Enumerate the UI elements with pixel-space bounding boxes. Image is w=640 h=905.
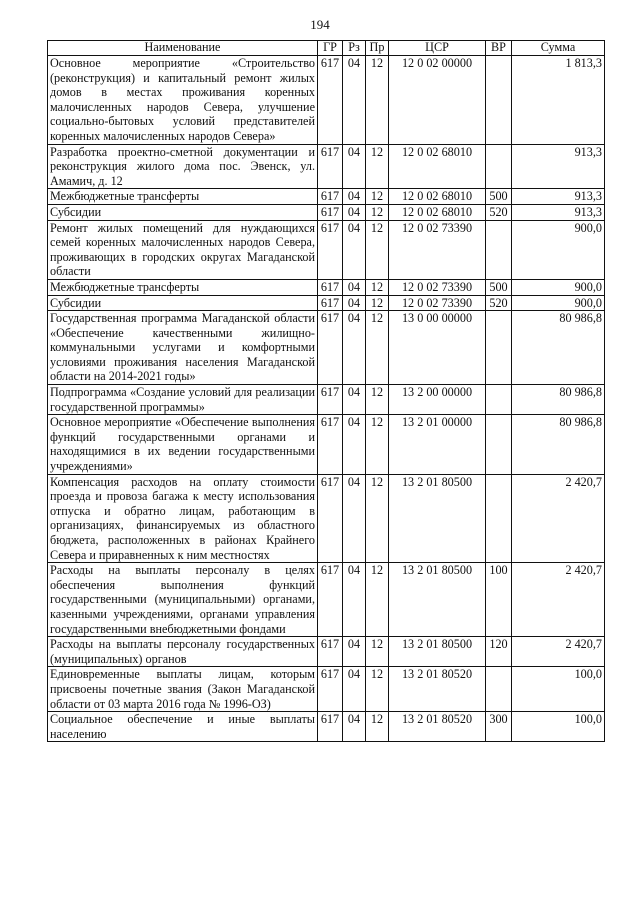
cell-sum: 2 420,7 bbox=[512, 474, 605, 563]
cell-vr: 500 bbox=[486, 189, 512, 205]
cell-pr: 12 bbox=[366, 144, 389, 189]
cell-pr: 12 bbox=[366, 220, 389, 279]
cell-gr: 617 bbox=[318, 474, 343, 563]
cell-sum: 80 986,8 bbox=[512, 385, 605, 415]
cell-pr: 12 bbox=[366, 563, 389, 637]
cell-csr: 13 2 01 80500 bbox=[389, 474, 486, 563]
cell-pr: 12 bbox=[366, 637, 389, 667]
cell-name: Государственная программа Магаданской области «Обеспечение качественными жилищно-коммунальными услугами и комфортными условиями проживания населения Магаданской области на 2014-2021 годы» bbox=[48, 311, 318, 385]
cell-pr: 12 bbox=[366, 204, 389, 220]
cell-sum: 900,0 bbox=[512, 295, 605, 311]
cell-vr: 500 bbox=[486, 279, 512, 295]
table-header-row bbox=[48, 41, 605, 56]
cell-vr bbox=[486, 311, 512, 385]
cell-vr bbox=[486, 385, 512, 415]
cell-csr: 12 0 02 68010 bbox=[389, 189, 486, 205]
cell-rz: 04 bbox=[343, 385, 366, 415]
cell-rz: 04 bbox=[343, 637, 366, 667]
cell-vr: 100 bbox=[486, 563, 512, 637]
cell-gr: 617 bbox=[318, 563, 343, 637]
cell-sum: 2 420,7 bbox=[512, 637, 605, 667]
cell-csr: 12 0 02 73390 bbox=[389, 220, 486, 279]
cell-name: Разработка проектно-сметной документации и реконструкция жилого дома пос. Эвенск, ул. Амамич, д. 12 bbox=[48, 144, 318, 189]
cell-sum: 913,3 bbox=[512, 189, 605, 205]
header-sum: Сумма bbox=[512, 41, 605, 56]
cell-rz: 04 bbox=[343, 311, 366, 385]
cell-vr: 120 bbox=[486, 637, 512, 667]
cell-rz: 04 bbox=[343, 415, 366, 474]
cell-gr: 617 bbox=[318, 220, 343, 279]
table-row bbox=[48, 144, 605, 189]
cell-name: Субсидии bbox=[48, 295, 318, 311]
header-name: Наименование bbox=[48, 41, 318, 56]
cell-csr: 12 0 02 68010 bbox=[389, 144, 486, 189]
table-row bbox=[48, 279, 605, 295]
cell-name: Основное мероприятие «Строительство (реконструкция) и капитальный ремонт жилых домов в местах проживания коренных малочисленных народов Севера, улучшение социально-бытовых условий представителей коренных малочисленных народов Севера» bbox=[48, 56, 318, 145]
cell-csr: 13 2 01 80520 bbox=[389, 667, 486, 712]
cell-sum: 900,0 bbox=[512, 220, 605, 279]
header-csr: ЦСР bbox=[389, 41, 486, 56]
cell-vr bbox=[486, 220, 512, 279]
cell-csr: 12 0 02 00000 bbox=[389, 56, 486, 145]
cell-gr: 617 bbox=[318, 311, 343, 385]
cell-csr: 13 0 00 00000 bbox=[389, 311, 486, 385]
cell-name: Ремонт жилых помещений для нуждающихся семей коренных малочисленных народов Севера, проживающих в городских округах Магаданской области bbox=[48, 220, 318, 279]
cell-vr bbox=[486, 144, 512, 189]
cell-csr: 13 2 01 80500 bbox=[389, 637, 486, 667]
table-row bbox=[48, 415, 605, 474]
cell-gr: 617 bbox=[318, 712, 343, 742]
cell-name: Расходы на выплаты персоналу в целях обеспечения выполнения функций государственными (муниципальными) органами, казенными учреждениями, органами управления государственными внебюджетными фондами bbox=[48, 563, 318, 637]
cell-rz: 04 bbox=[343, 220, 366, 279]
cell-sum: 900,0 bbox=[512, 279, 605, 295]
cell-vr: 520 bbox=[486, 295, 512, 311]
cell-pr: 12 bbox=[366, 474, 389, 563]
cell-csr: 12 0 02 73390 bbox=[389, 295, 486, 311]
cell-pr: 12 bbox=[366, 311, 389, 385]
table-row bbox=[48, 311, 605, 385]
cell-sum: 80 986,8 bbox=[512, 311, 605, 385]
page-number: 194 bbox=[310, 17, 330, 32]
cell-pr: 12 bbox=[366, 385, 389, 415]
cell-name: Социальное обеспечение и иные выплаты населению bbox=[48, 712, 318, 742]
table-row bbox=[48, 474, 605, 563]
cell-pr: 12 bbox=[366, 667, 389, 712]
table-row bbox=[48, 295, 605, 311]
cell-sum: 913,3 bbox=[512, 144, 605, 189]
cell-pr: 12 bbox=[366, 279, 389, 295]
header-rz: Рз bbox=[343, 41, 366, 56]
cell-gr: 617 bbox=[318, 385, 343, 415]
cell-gr: 617 bbox=[318, 204, 343, 220]
cell-gr: 617 bbox=[318, 295, 343, 311]
budget-table bbox=[47, 40, 605, 742]
cell-pr: 12 bbox=[366, 295, 389, 311]
cell-sum: 100,0 bbox=[512, 712, 605, 742]
table-row bbox=[48, 56, 605, 145]
cell-name: Межбюджетные трансферты bbox=[48, 279, 318, 295]
header-pr: Пр bbox=[366, 41, 389, 56]
cell-csr: 13 2 01 80520 bbox=[389, 712, 486, 742]
cell-csr: 13 2 01 80500 bbox=[389, 563, 486, 637]
cell-gr: 617 bbox=[318, 56, 343, 145]
cell-csr: 12 0 02 73390 bbox=[389, 279, 486, 295]
cell-pr: 12 bbox=[366, 712, 389, 742]
cell-csr: 13 2 00 00000 bbox=[389, 385, 486, 415]
cell-vr bbox=[486, 667, 512, 712]
cell-rz: 04 bbox=[343, 712, 366, 742]
table-row bbox=[48, 220, 605, 279]
cell-gr: 617 bbox=[318, 279, 343, 295]
cell-csr: 12 0 02 68010 bbox=[389, 204, 486, 220]
cell-sum: 1 813,3 bbox=[512, 56, 605, 145]
cell-rz: 04 bbox=[343, 667, 366, 712]
cell-gr: 617 bbox=[318, 637, 343, 667]
table-row bbox=[48, 712, 605, 742]
table-row bbox=[48, 189, 605, 205]
cell-name: Субсидии bbox=[48, 204, 318, 220]
cell-gr: 617 bbox=[318, 189, 343, 205]
cell-rz: 04 bbox=[343, 144, 366, 189]
cell-rz: 04 bbox=[343, 563, 366, 637]
cell-name: Межбюджетные трансферты bbox=[48, 189, 318, 205]
cell-vr: 300 bbox=[486, 712, 512, 742]
cell-name: Единовременные выплаты лицам, которым присвоены почетные звания (Закон Магаданской области от 03 марта 2016 года № 1996-ОЗ) bbox=[48, 667, 318, 712]
cell-sum: 100,0 bbox=[512, 667, 605, 712]
cell-vr bbox=[486, 56, 512, 145]
cell-rz: 04 bbox=[343, 204, 366, 220]
cell-rz: 04 bbox=[343, 279, 366, 295]
table-row bbox=[48, 385, 605, 415]
cell-rz: 04 bbox=[343, 295, 366, 311]
cell-rz: 04 bbox=[343, 474, 366, 563]
cell-sum: 913,3 bbox=[512, 204, 605, 220]
cell-pr: 12 bbox=[366, 189, 389, 205]
cell-name: Расходы на выплаты персоналу государственных (муниципальных) органов bbox=[48, 637, 318, 667]
cell-csr: 13 2 01 00000 bbox=[389, 415, 486, 474]
cell-pr: 12 bbox=[366, 415, 389, 474]
cell-rz: 04 bbox=[343, 56, 366, 145]
cell-name: Подпрограмма «Создание условий для реализации государственной программы» bbox=[48, 385, 318, 415]
cell-gr: 617 bbox=[318, 144, 343, 189]
cell-pr: 12 bbox=[366, 56, 389, 145]
cell-gr: 617 bbox=[318, 415, 343, 474]
table-row bbox=[48, 667, 605, 712]
cell-gr: 617 bbox=[318, 667, 343, 712]
table-row bbox=[48, 637, 605, 667]
cell-vr bbox=[486, 415, 512, 474]
table-row bbox=[48, 204, 605, 220]
table-row bbox=[48, 563, 605, 637]
cell-vr bbox=[486, 474, 512, 563]
cell-vr: 520 bbox=[486, 204, 512, 220]
header-gr: ГР bbox=[318, 41, 343, 56]
cell-name: Основное мероприятие «Обеспечение выполнения функций государственными органами и находящимися в их ведении государственными учреждениями» bbox=[48, 415, 318, 474]
cell-sum: 80 986,8 bbox=[512, 415, 605, 474]
cell-sum: 2 420,7 bbox=[512, 563, 605, 637]
cell-name: Компенсация расходов на оплату стоимости проезда и провоза багажа к месту использования отпуска и обратно лицам, работающим в организациях, финансируемых из областного бюджета, расположенных в районах Крайнего Севера и приравненных к ним местностях bbox=[48, 474, 318, 563]
header-vr: ВР bbox=[486, 41, 512, 56]
cell-rz: 04 bbox=[343, 189, 366, 205]
